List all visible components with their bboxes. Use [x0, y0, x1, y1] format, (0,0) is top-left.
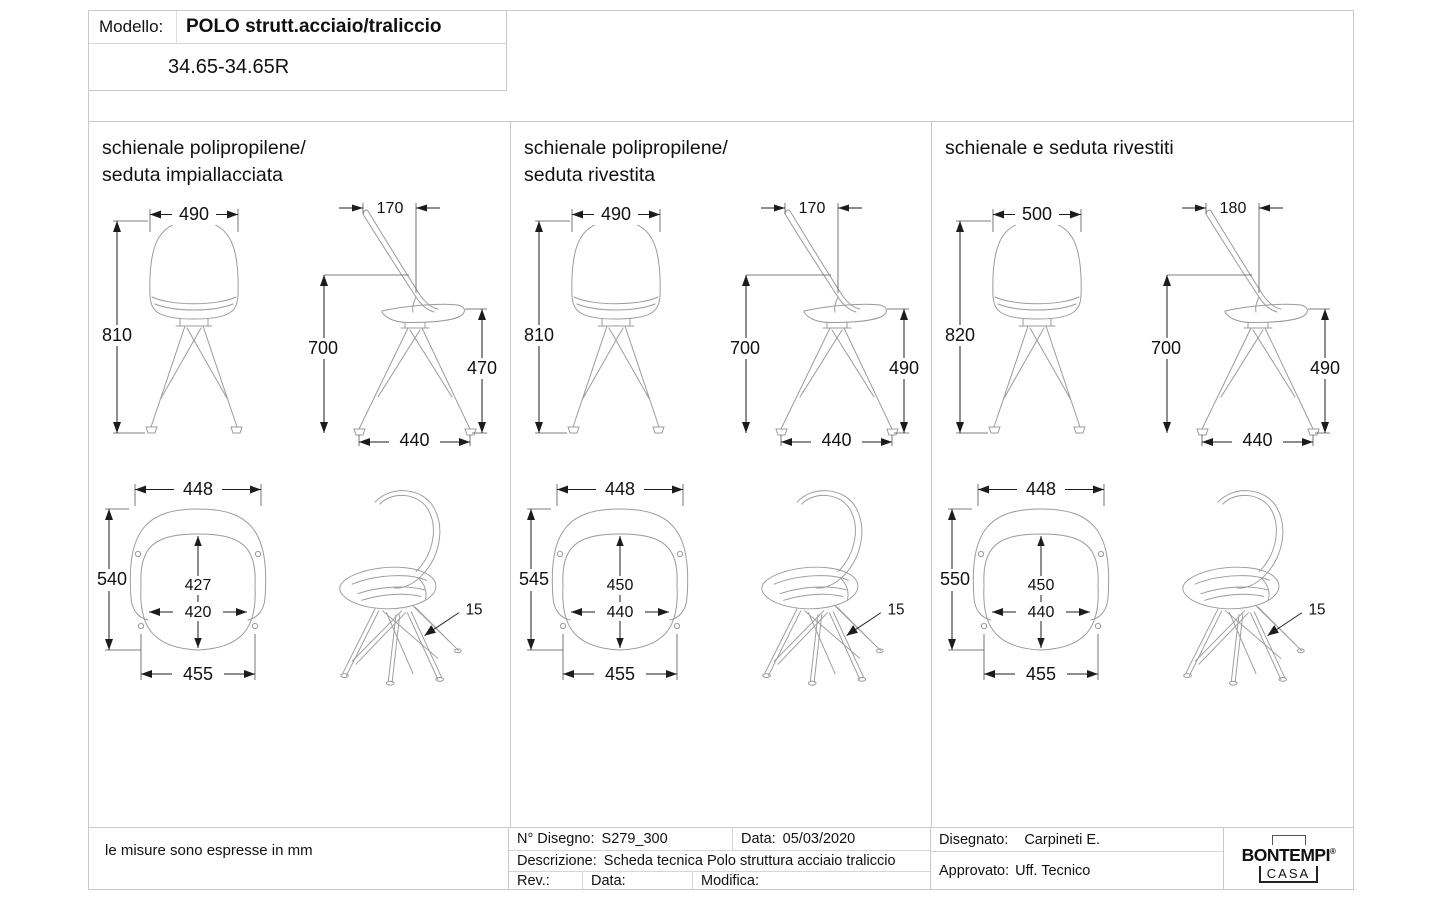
dim-back-height-label: 700: [729, 338, 761, 358]
front-view-drawing: [93, 198, 293, 448]
designed-row: [931, 828, 1223, 852]
front-view-drawing: [936, 198, 1136, 448]
description-row: [509, 851, 930, 872]
panel-header-line1: schienale polipropilene/: [524, 137, 728, 159]
dim-front-width-label: 455: [604, 664, 636, 684]
title-block-row-code: [89, 44, 506, 90]
measures-note: le misure sono espresse in mm: [89, 828, 509, 890]
date-value: 05/03/2020: [782, 831, 856, 847]
dim-total-depth-label: 545: [518, 569, 550, 589]
dim-seat-width-label: 490: [600, 204, 632, 224]
date-cell: [733, 828, 930, 850]
side-view-drawing: [289, 198, 499, 448]
dim-seat-depth-label: 450: [1027, 577, 1055, 594]
panel-header-line1: schienale e seduta rivestiti: [945, 137, 1174, 159]
approved-label: Approvato:: [939, 863, 1010, 879]
model-name: POLO strutt.acciaio/traliccio: [186, 16, 442, 37]
front-view-drawing: [515, 198, 715, 448]
dim-total-depth-label: 550: [939, 569, 971, 589]
description-label: Descrizione:: [517, 853, 597, 869]
panel-header: [89, 122, 510, 189]
dim-base-depth-label: 440: [399, 430, 430, 448]
dim-seat-depth-label: 427: [184, 577, 212, 594]
panel-header-line2: seduta impiallacciata: [102, 163, 284, 186]
top-view-drawing: [95, 474, 305, 699]
drawing-number-row: [509, 828, 930, 851]
designed-label: Disegnato:: [939, 831, 1009, 848]
perspective-view-drawing: [1138, 472, 1338, 702]
dim-base-depth-label: 440: [821, 430, 852, 448]
model-label: Modello:: [89, 11, 177, 43]
drawing-info-block: [509, 828, 931, 890]
dim-back-height-label: 700: [1150, 338, 1182, 358]
dim-tube-diameter-label: 15: [465, 601, 483, 619]
revision-label: Rev.:: [509, 872, 583, 889]
dim-tube-diameter-label: 15: [887, 601, 905, 619]
panel-seduta-rivestita: [510, 122, 931, 827]
dim-seat-inner-width-label: 440: [1027, 604, 1055, 621]
dim-total-height-label: 820: [944, 325, 976, 345]
logo-sub-brand: CASA: [1259, 864, 1318, 883]
logo-brand-text: [1240, 845, 1338, 866]
dim-seat-width-label: 500: [1021, 204, 1053, 224]
dim-seat-inner-width-label: 440: [606, 604, 634, 621]
dim-back-width-label: 448: [182, 479, 214, 499]
signatures-block: [931, 828, 1353, 890]
title-block: [88, 10, 507, 91]
drawing-number-value: S279_300: [601, 831, 668, 847]
top-view-drawing: [517, 474, 727, 699]
modification-label: Modifica:: [701, 872, 760, 889]
description-value: Scheda tecnica Polo struttura acciaio traliccio: [603, 853, 896, 869]
dim-front-width-label: 455: [182, 664, 214, 684]
perspective-view-drawing: [717, 472, 917, 702]
panel-schienale-seduta-rivestiti: [931, 122, 1352, 827]
panel-header-line2: seduta rivestita: [524, 163, 656, 186]
panel-header-line1: schienale polipropilene/: [102, 137, 306, 159]
dim-total-height-label: 810: [523, 325, 555, 345]
title-block-row-model: [89, 11, 506, 44]
approved-row: [931, 852, 1223, 890]
drawing-number-label: N° Disegno:: [517, 831, 595, 847]
dim-tube-diameter-label: 15: [1308, 601, 1326, 619]
drawing-sheet: [88, 10, 1354, 890]
dim-seat-width-label: 490: [178, 204, 210, 224]
dim-back-top-depth-label: 170: [798, 200, 826, 217]
side-view-drawing: [1132, 198, 1342, 448]
revision-row: [509, 872, 930, 889]
dim-seat-depth-label: 450: [606, 577, 634, 594]
panel-seduta-impiallacciata: [89, 122, 510, 827]
dim-seat-height-label: 490: [1309, 358, 1341, 378]
dim-back-top-depth-label: 170: [376, 200, 404, 217]
dim-total-height-label: 810: [101, 325, 133, 345]
dim-front-width-label: 455: [1025, 664, 1057, 684]
description-cell: [509, 851, 896, 871]
variant-panels: [89, 121, 1353, 827]
footer-title-block: [89, 827, 1353, 890]
side-view-drawing: [711, 198, 921, 448]
model-code: 34.65-34.65R: [168, 55, 290, 78]
perspective-view-drawing: [295, 472, 495, 702]
revision-date-label: Data:: [583, 872, 693, 889]
signatures-text: [931, 828, 1223, 890]
date-label: Data:: [741, 831, 776, 847]
registered-mark: ®: [1329, 847, 1336, 857]
dim-base-depth-label: 440: [1242, 430, 1273, 448]
drawing-number-cell: [509, 828, 733, 850]
dim-back-top-depth-label: 180: [1219, 200, 1247, 217]
dim-seat-height-label: 490: [888, 358, 920, 378]
dim-seat-inner-width-label: 420: [184, 604, 212, 621]
approved-value: Uff. Tecnico: [1015, 863, 1091, 879]
dim-back-width-label: 448: [604, 479, 636, 499]
logo-brand-name: BONTEMPI: [1241, 845, 1330, 865]
dim-seat-height-label: 470: [466, 358, 498, 378]
panel-header: [932, 122, 1352, 162]
panel-header: [511, 122, 931, 189]
dim-back-width-label: 448: [1025, 479, 1057, 499]
top-view-drawing: [938, 474, 1148, 699]
dim-back-height-label: 700: [307, 338, 339, 358]
designed-value: Carpineti E.: [1024, 831, 1101, 848]
bontempi-logo: [1223, 828, 1353, 890]
dim-total-depth-label: 540: [96, 569, 128, 589]
